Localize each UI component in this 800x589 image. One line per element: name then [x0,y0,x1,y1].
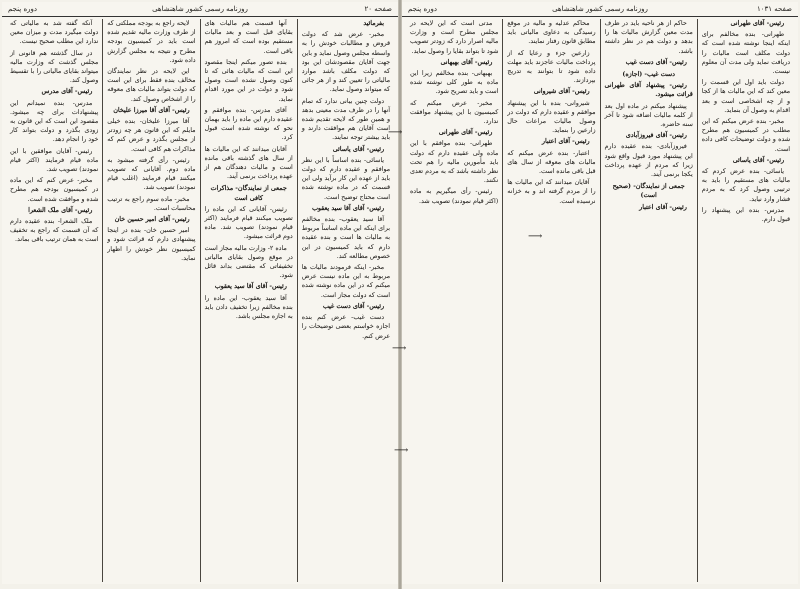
speaker-line: رئیس- آقای طهرانی [730,20,784,27]
article-paragraph: آقایان میدانند که این مالیات ها را از مردم گرفته اند و به خزانه نرسیده است. [507,179,596,205]
right-page-session: دوره پنجم [408,5,438,13]
speaker-line: رئیس- آقای اعتبار [639,203,687,211]
article-paragraph: آنها قسمت هم مالیات های بقایای قبل است و بعد مالیات مستقیم بوده است که امروز هم باقی است. [204,20,293,55]
article-paragraph: مدرس- بنده نمیدانم این پیشنهادات برای چه میشود. مقصود این است که این قانون به زودی بگذرد و دولت بتواند کار خود را انجام دهد. [10,99,99,144]
article-paragraph: در سال گذشته هم قانونی از مجلس گذشت که وزارت مالیه میتواند بقایای مالیاتی را با تقسیط وصول کند. [10,49,99,85]
margin-arrow-mark: ⟶ [528,231,543,242]
article-paragraph: محاکم عدلیه و مالیه در موقع رسیدگی به دعاوی مالیاتی باید مطابق قانون رفتار نمایند. [507,20,596,46]
article-paragraph: دولت چنین بیانی ندارد که تمام آنها را در ظرف مدت معینی بدهد و همین طور که لایحه تقدیم شده است آقایان هم موافقت دارند و باید بیشتر توجه نمایند. [301,97,390,142]
article-paragraph: رئیس- آقایانی که این ماده را تصویب میکنند قیام فرمایند (اکثر قیام نمودند) تصویب شد. ماده دوم قرائت میشود. [204,205,293,241]
article-paragraph: مدرس- بنده این پیشنهاد را قبول دارم. [701,206,790,224]
article-paragraph: مخبر- ماده سوم راجع به ترتیب محاسبات است. [107,195,196,212]
speaker-line: رئیس- آقای امیر حسین خان [114,216,190,224]
article-paragraph: مخبر- عرض کنم که این ماده در کمیسیون بودجه هم مطرح شده و موافقت شده است. [10,177,99,203]
left-page [2,2,398,584]
article-paragraph: بهبهانی- بنده مخالفم زیرا این ماده به طور کلی نوشته شده است و باید تصریح شود. [410,70,499,96]
left-page-title: روزنامه رسمی کشور شاهنشاهی [152,5,248,13]
article-paragraph: ملک الشعرا- بنده عقیده دارم که آن قسمت که راجع به تخفیف است به همان ترتیب باقی بماند. [10,218,99,244]
article-paragraph: این لایحه در نظر نمایندگان مخالف بنده فقط برای این است که دولت بتواند مالیات های معوقه را از اشخاص وصول کند. [107,68,196,103]
article-paragraph: یاسائی- بنده عرض کردم که مالیات های مستقیم را باید به ترتیبی وصول کرد که به مردم فشار وارد نیاید. [701,168,790,203]
left-column-4 [6,19,103,582]
article-paragraph: دست غیب- (اجازه) [622,71,675,79]
speaker-line: رئیس- آقای ملک الشعرا [28,206,93,214]
article-paragraph: مخبر- بنده عرض میکنم که این مطلب در کمیسیون هم مطرح شده و دولت توضیحات کافی داده است. [701,118,790,153]
article-paragraph: مخبر- اینکه فرمودند مالیات ها مربوط به این ماده نیست عرض میکنم که در این ماده نوشته شده است که دولت مجاز است. [301,264,390,299]
right-column-2 [601,19,698,582]
margin-arrow-mark: ⟶ [394,445,409,456]
article-paragraph: حاکم از هر ناحیه باید در ظرف مدت معین گزارش مالیات ها را بدهد و دولت هم در نظر داشته باشد. [604,20,693,55]
margin-arrow-mark: ⟶ [388,127,403,138]
right-page-title: روزنامه رسمی کشور شاهنشاهی [552,5,648,13]
article-paragraph: لایحه راجع به بودجه مملکتی که از طرف وزارت مالیه تقدیم شده است باید در کمیسیون بودجه مطرح و نتیجه به مجلس گزارش داده شود. [107,20,196,64]
right-page-header [402,2,798,17]
right-column-1 [698,19,794,582]
speaker-line: رئیس- آقای یاسائی [332,145,384,153]
article-paragraph: رئیس- رأی میگیریم به ماده (اکثر قیام نمودند) تصویب شد. [410,188,499,205]
article-paragraph: بنده تصور میکنم اینجا مقصود این است که مالیات هائی که تا کنون وصول نشده است وصول شود و دولت در این مورد اقدام نماید. [204,58,293,103]
right-column-3 [503,19,600,582]
article-paragraph: شیروانی- بنده با این پیشنهاد موافقم و عقیده دارم که دولت در وصول مالیات مراعات حال زارعین را بنماید. [507,99,596,135]
speaker-line: رئیس- آقای فیروزآبادی [625,132,687,140]
article-paragraph: امیر حسین خان- بنده در اینجا پیشنهادی دارم که قرائت شود و کمیسیون نظر خودش را اظهار نماید. [107,227,196,262]
speaker-line: رئیس- آقای آقا سید یعقوب [214,283,287,291]
article-paragraph: مخبر- عرض میکنم که کمیسیون با این پیشنهاد موافقت ندارد. [410,99,499,126]
left-column-3 [103,19,200,582]
article-paragraph: زارعین جزء و رعایا که از پرداخت مالیات عاجزند باید مهلت داده شود تا بتوانند به تدریج بپردازند. [507,49,596,85]
article-paragraph: جمعی از نمایندگان- (صحیح است) [612,183,685,200]
left-page-columns [6,19,394,582]
speaker-line: رئیس- آقای مدرس [41,88,93,96]
left-column-1 [298,19,394,582]
article-paragraph: آقای مدرس- بنده موافقم و عقیده دارم این ماده را باید بهمان نحو که نوشته شده است قبول کرد. [204,106,293,142]
left-page-number: صفحه ۲۰ [364,5,392,13]
speaker-line: رئیس- آقای دست غیب [322,302,384,310]
article-paragraph: مدتی است که این لایحه در مجلس مطرح است و وزارت مالیه اصرار دارد که زودتر تصویب شود تا بتواند بقایا را وصول نماید. [410,20,499,55]
speaker-line: رئیس- آقای شیروانی [533,88,590,96]
left-page-session: دوره پنجم [8,5,38,13]
article-paragraph: پیشنهاد میکنم در ماده اول بعد از کلمه مالیات اضافه شود تا آخر سنه حاضره. [604,102,693,129]
article-paragraph: جمعی از نمایندگان- مذاکرات کافی است [210,185,287,202]
article-paragraph: دولت باید اول این قسمت را معین کند که این مالیات ها از کجا و از چه اشخاصی است و بعد اقدام به وصول آن بنماید. [701,79,790,114]
article-paragraph: طهرانی- بنده موافقم با این ماده ولی عقیده دارم که دولت باید مأمورین مالیه را هم تحت نظر داشته باشد که به مردم تعدی نکنند. [410,140,499,185]
speaker-line: رئیس- آقای آقا سید یعقوب [311,204,384,212]
article-paragraph: آقایان میدانند که این مالیات ها از سال های گذشته باقی مانده است و مالیات دهندگان هم از عهده پرداخت برنمی آیند. [204,145,293,181]
article-paragraph: اعتبار- بنده عرض میکنم که مالیات های معوقه از سال های قبل باقی مانده است. [507,149,596,176]
article-paragraph: رئیس- آقایان موافقین با این ماده قیام فرمایند (اکثر قیام نمودند) تصویب شد. [10,147,99,174]
article-paragraph: آقا میرزا علیخان- بنده خیلی مایلم که این قانون هر چه زودتر از مجلس بگذرد و عرض کنم که مذاکرات هم کافی است. [107,118,196,153]
article-paragraph: یاسائی- بنده اساساً با این نظر موافقم و عقیده دارم که دولت باید از عهده این کار برآید ولی این قسمت که در ماده نوشته شده است محتاج توضیح است. [301,156,390,201]
speaker-line: رئیس- آقای آقا میرزا علیخان [113,106,190,114]
speaker-line: بفرمائید [363,20,384,27]
article-paragraph: فیروزآبادی- بنده عقیده دارم این پیشنهاد مورد قبول واقع شود زیرا که مردم از عهده پرداخت یکجا برنمی آیند. [604,143,693,179]
speaker-line: رئیس- آقای طهرانی [438,129,493,137]
margin-arrow-mark: ⟶ [392,343,407,354]
left-page-header [2,2,398,17]
left-column-2 [201,19,298,582]
speaker-line: رئیس- آقای دست غیب [625,58,687,66]
article-paragraph: آنکه گفته شد به مالیاتی که دولت میگیرد مدت و میزان معین ندارد این مطلب صحیح نیست. [10,20,99,46]
speaker-line: رئیس- آقای یاسائی [732,156,784,164]
right-page [402,2,798,584]
right-page-columns [406,19,794,582]
right-column-4 [406,19,503,582]
article-paragraph: آقا سید یعقوب- این ماده را بنده مخالفم زیرا تخفیف دادن باید به اجازه مجلس باشد. [204,294,293,321]
speaker-line: رئیس- پیشنهاد آقای طهرانی قرائت میشود. [604,82,693,99]
article-paragraph: ماده ۲- وزارت مالیه مجاز است در موقع وصول بقایای مالیاتی تخفیفاتی که مقتضی بداند قائل شود. [204,244,293,280]
article-paragraph: دست غیب- عرض کنم بنده اجازه خواستم بعضی توضیحات را عرض کنم. [301,314,390,340]
speaker-line: رئیس- آقای اعتبار [541,138,590,146]
article-paragraph: طهرانی- بنده مخالفم برای اینکه اینجا نوشته شده است که دولت مکلف است مالیات را دریافت نماید ولی مدت آن معلوم نیست. [701,31,790,76]
right-page-number: صفحه ۱۰۳۱ [756,5,792,13]
article-paragraph: مخبر- عرض شد که دولت قروض و مطالبات خودش را به واسطه مجلس وصول نماید و باین جهت آقایان مقصودشان این بود که دولت مکلف باشد موارد مالیاتی را تعیین کند و از هر جائی که میتواند وصول نماید. [301,31,390,94]
speaker-line: رئیس- آقای بهبهانی [440,58,493,66]
article-paragraph: رئیس- رأی گرفته میشود به ماده دوم. آقایانی که تصویب میکنند قیام فرمایند (اغلب قیام نمودند) تصویب شد. [107,156,196,192]
article-paragraph: آقا سید یعقوب- بنده مخالفم برای اینکه این ماده اساساً مربوط به مالیات ها است و بنده عقیده دارم که باید کمیسیون در این خصوص مطالعه کند. [301,216,390,260]
